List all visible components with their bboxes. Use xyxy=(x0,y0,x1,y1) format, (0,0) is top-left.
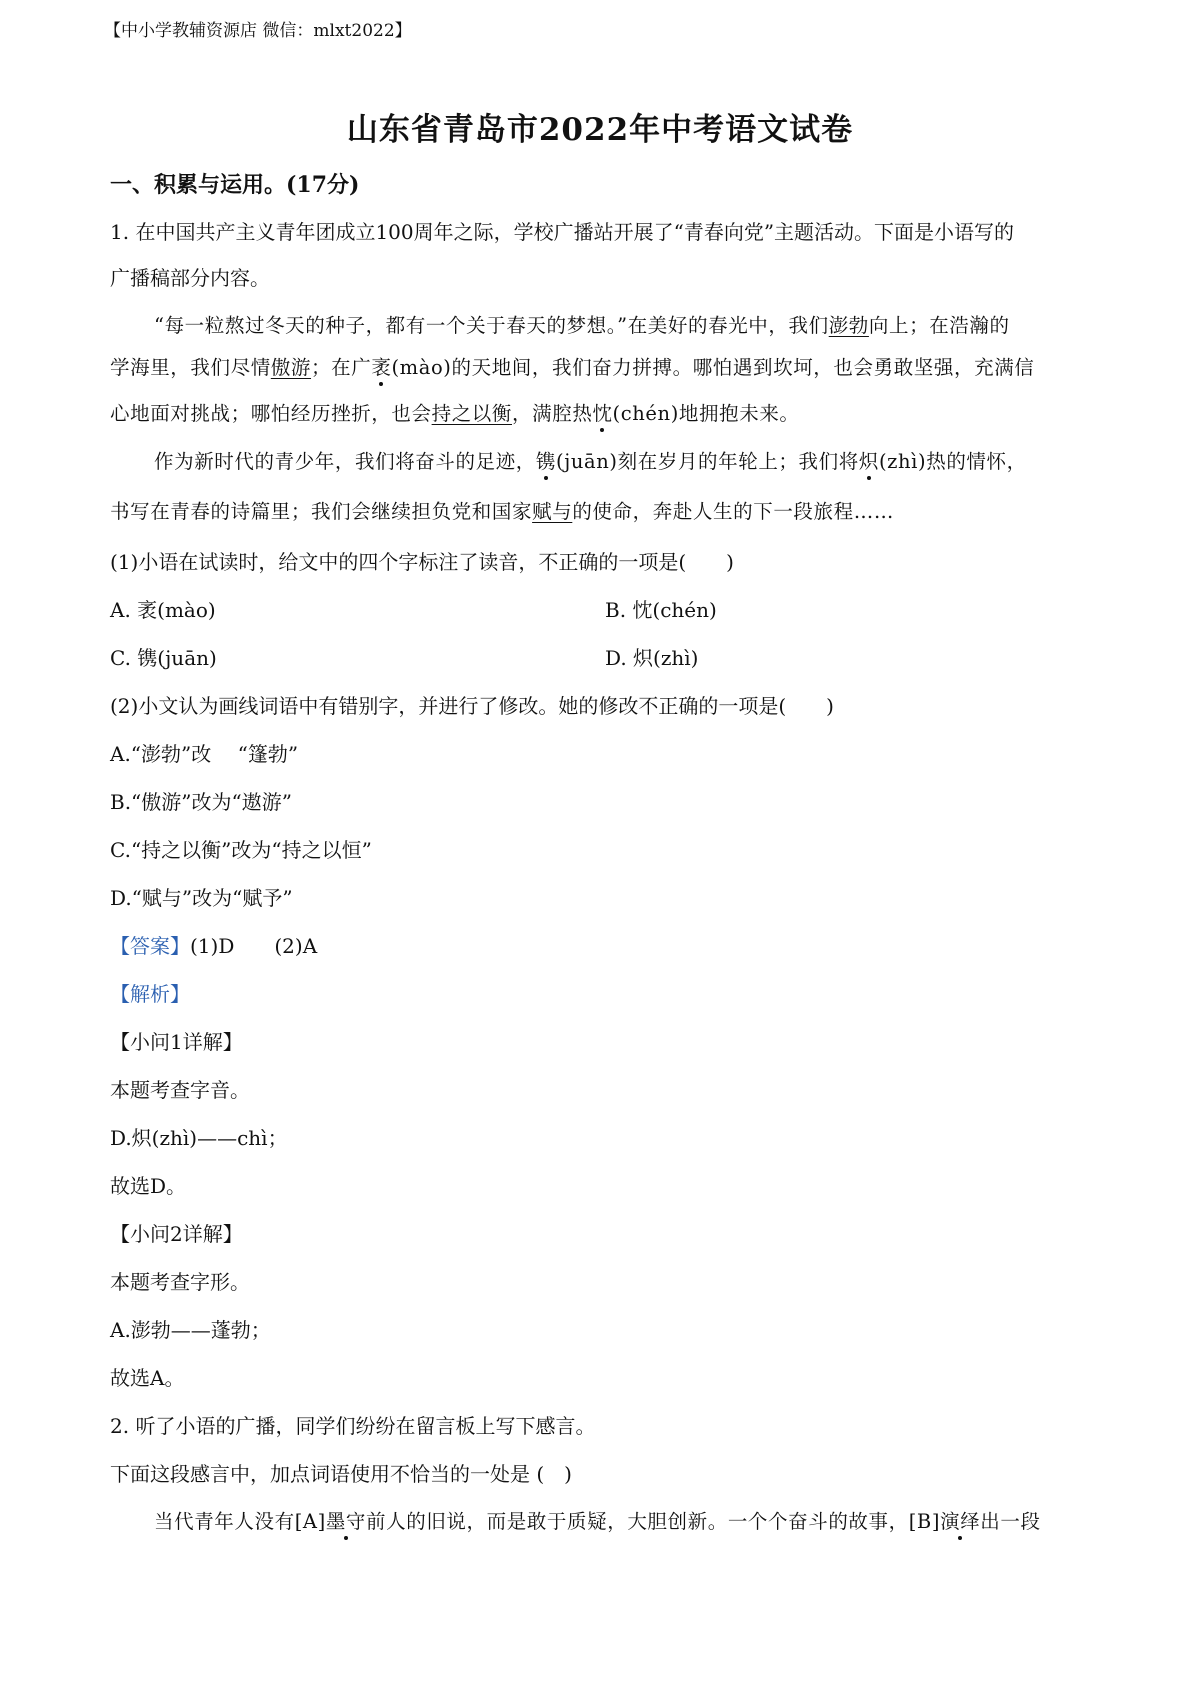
answer-label: 【答案】 xyxy=(110,934,190,958)
underlined-word: 赋与 xyxy=(532,500,573,523)
option-C: C. 镌(juān) xyxy=(110,646,217,670)
option-D: D.“赋与”改为“赋予” xyxy=(110,886,293,910)
option-C: C.“持之以衡”改为“持之以恒” xyxy=(110,838,372,862)
dotted-word: 演绎 xyxy=(940,1506,980,1534)
dotted-word: 墨守 xyxy=(326,1506,366,1534)
passage-line: 学海里，我们尽情傲游；在广袤(mào)的天地间，我们奋力拼搏。哪怕遇到坎坷，也会勇敢坚强，充满信 xyxy=(110,352,1034,380)
option-A: A. 袤(mào) xyxy=(110,598,216,622)
dotted-char: 袤 xyxy=(371,352,391,380)
detail-text: A.澎勃——蓬勃； xyxy=(110,1318,271,1342)
underlined-word: 持之以衡 xyxy=(431,402,513,425)
sub-question: (1)小语在试读时，给文中的四个字标注了读音，不正确的一项是( ) xyxy=(110,550,734,574)
answer-text: (1)D (2)A xyxy=(190,934,318,958)
question-stem: 下面这段感言中，加点词语使用不恰当的一处是 ( ) xyxy=(110,1462,572,1486)
dotted-char: 镌 xyxy=(536,446,556,474)
answer-line xyxy=(110,930,317,959)
underlined-word: 澎勃 xyxy=(828,314,869,337)
page-title: 山东省青岛市2022年中考语文试卷 xyxy=(346,112,854,148)
option-B: B.“傲游”改为“遨游” xyxy=(110,790,292,814)
detail-text: D.炽(zhì)——chì； xyxy=(110,1126,288,1150)
question-stem: 2. 听了小语的广播，同学们纷纷在留言板上写下感言。 xyxy=(110,1414,596,1438)
passage-line: “每一粒熬过冬天的种子，都有一个关于春天的梦想。”在美好的春光中，我们澎勃向上；在浩瀚的 xyxy=(154,314,1010,337)
detail-text: 本题考查字音。 xyxy=(110,1078,250,1102)
option-A: A.“澎勃”改 “篷勃” xyxy=(110,742,299,766)
passage-line: 心地面对挑战；哪怕经历挫折，也会持之以衡，满腔热忱(chén)地拥抱未来。 xyxy=(110,398,800,426)
dotted-char: 炽 xyxy=(859,446,879,474)
analysis-label: 【解析】 xyxy=(110,982,190,1006)
header-note: 【中小学教辅资源店 微信：mlxt2022】 xyxy=(104,21,412,41)
detail-label: 【小问2详解】 xyxy=(110,1222,243,1246)
section-heading: 一、积累与运用。(17分) xyxy=(110,172,360,198)
option-B: B. 忱(chén) xyxy=(605,598,717,622)
detail-text: 本题考查字形。 xyxy=(110,1270,250,1294)
dotted-char: 忱 xyxy=(592,398,612,426)
detail-text: 故选A。 xyxy=(110,1366,185,1390)
passage-line: 作为新时代的青少年，我们将奋斗的足迹，镌(juān)刻在岁月的年轮上；我们将炽(zhì)热的情怀， xyxy=(154,446,1027,474)
option-D: D. 炽(zhì) xyxy=(605,646,699,670)
question-stem: 1. 在中国共产主义青年团成立100周年之际，学校广播站开展了“青春向党”主题活动。下面是小语写的 xyxy=(110,220,1015,244)
question-stem: 广播稿部分内容。 xyxy=(110,266,270,290)
underlined-word: 傲游 xyxy=(270,356,312,379)
detail-text: 故选D。 xyxy=(110,1174,187,1198)
detail-label: 【小问1详解】 xyxy=(110,1030,243,1054)
sub-question: (2)小文认为画线词语中有错别字，并进行了修改。她的修改不正确的一项是( ) xyxy=(110,694,834,718)
passage-line: 当代青年人没有[A]墨守前人的旧说，而是敢于质疑，大胆创新。一个个奋斗的故事，[B]演绎出一段 xyxy=(154,1506,1041,1534)
passage-line: 书写在青春的诗篇里；我们会继续担负党和国家赋与的使命，奔赴人生的下一段旅程…… xyxy=(110,500,894,523)
